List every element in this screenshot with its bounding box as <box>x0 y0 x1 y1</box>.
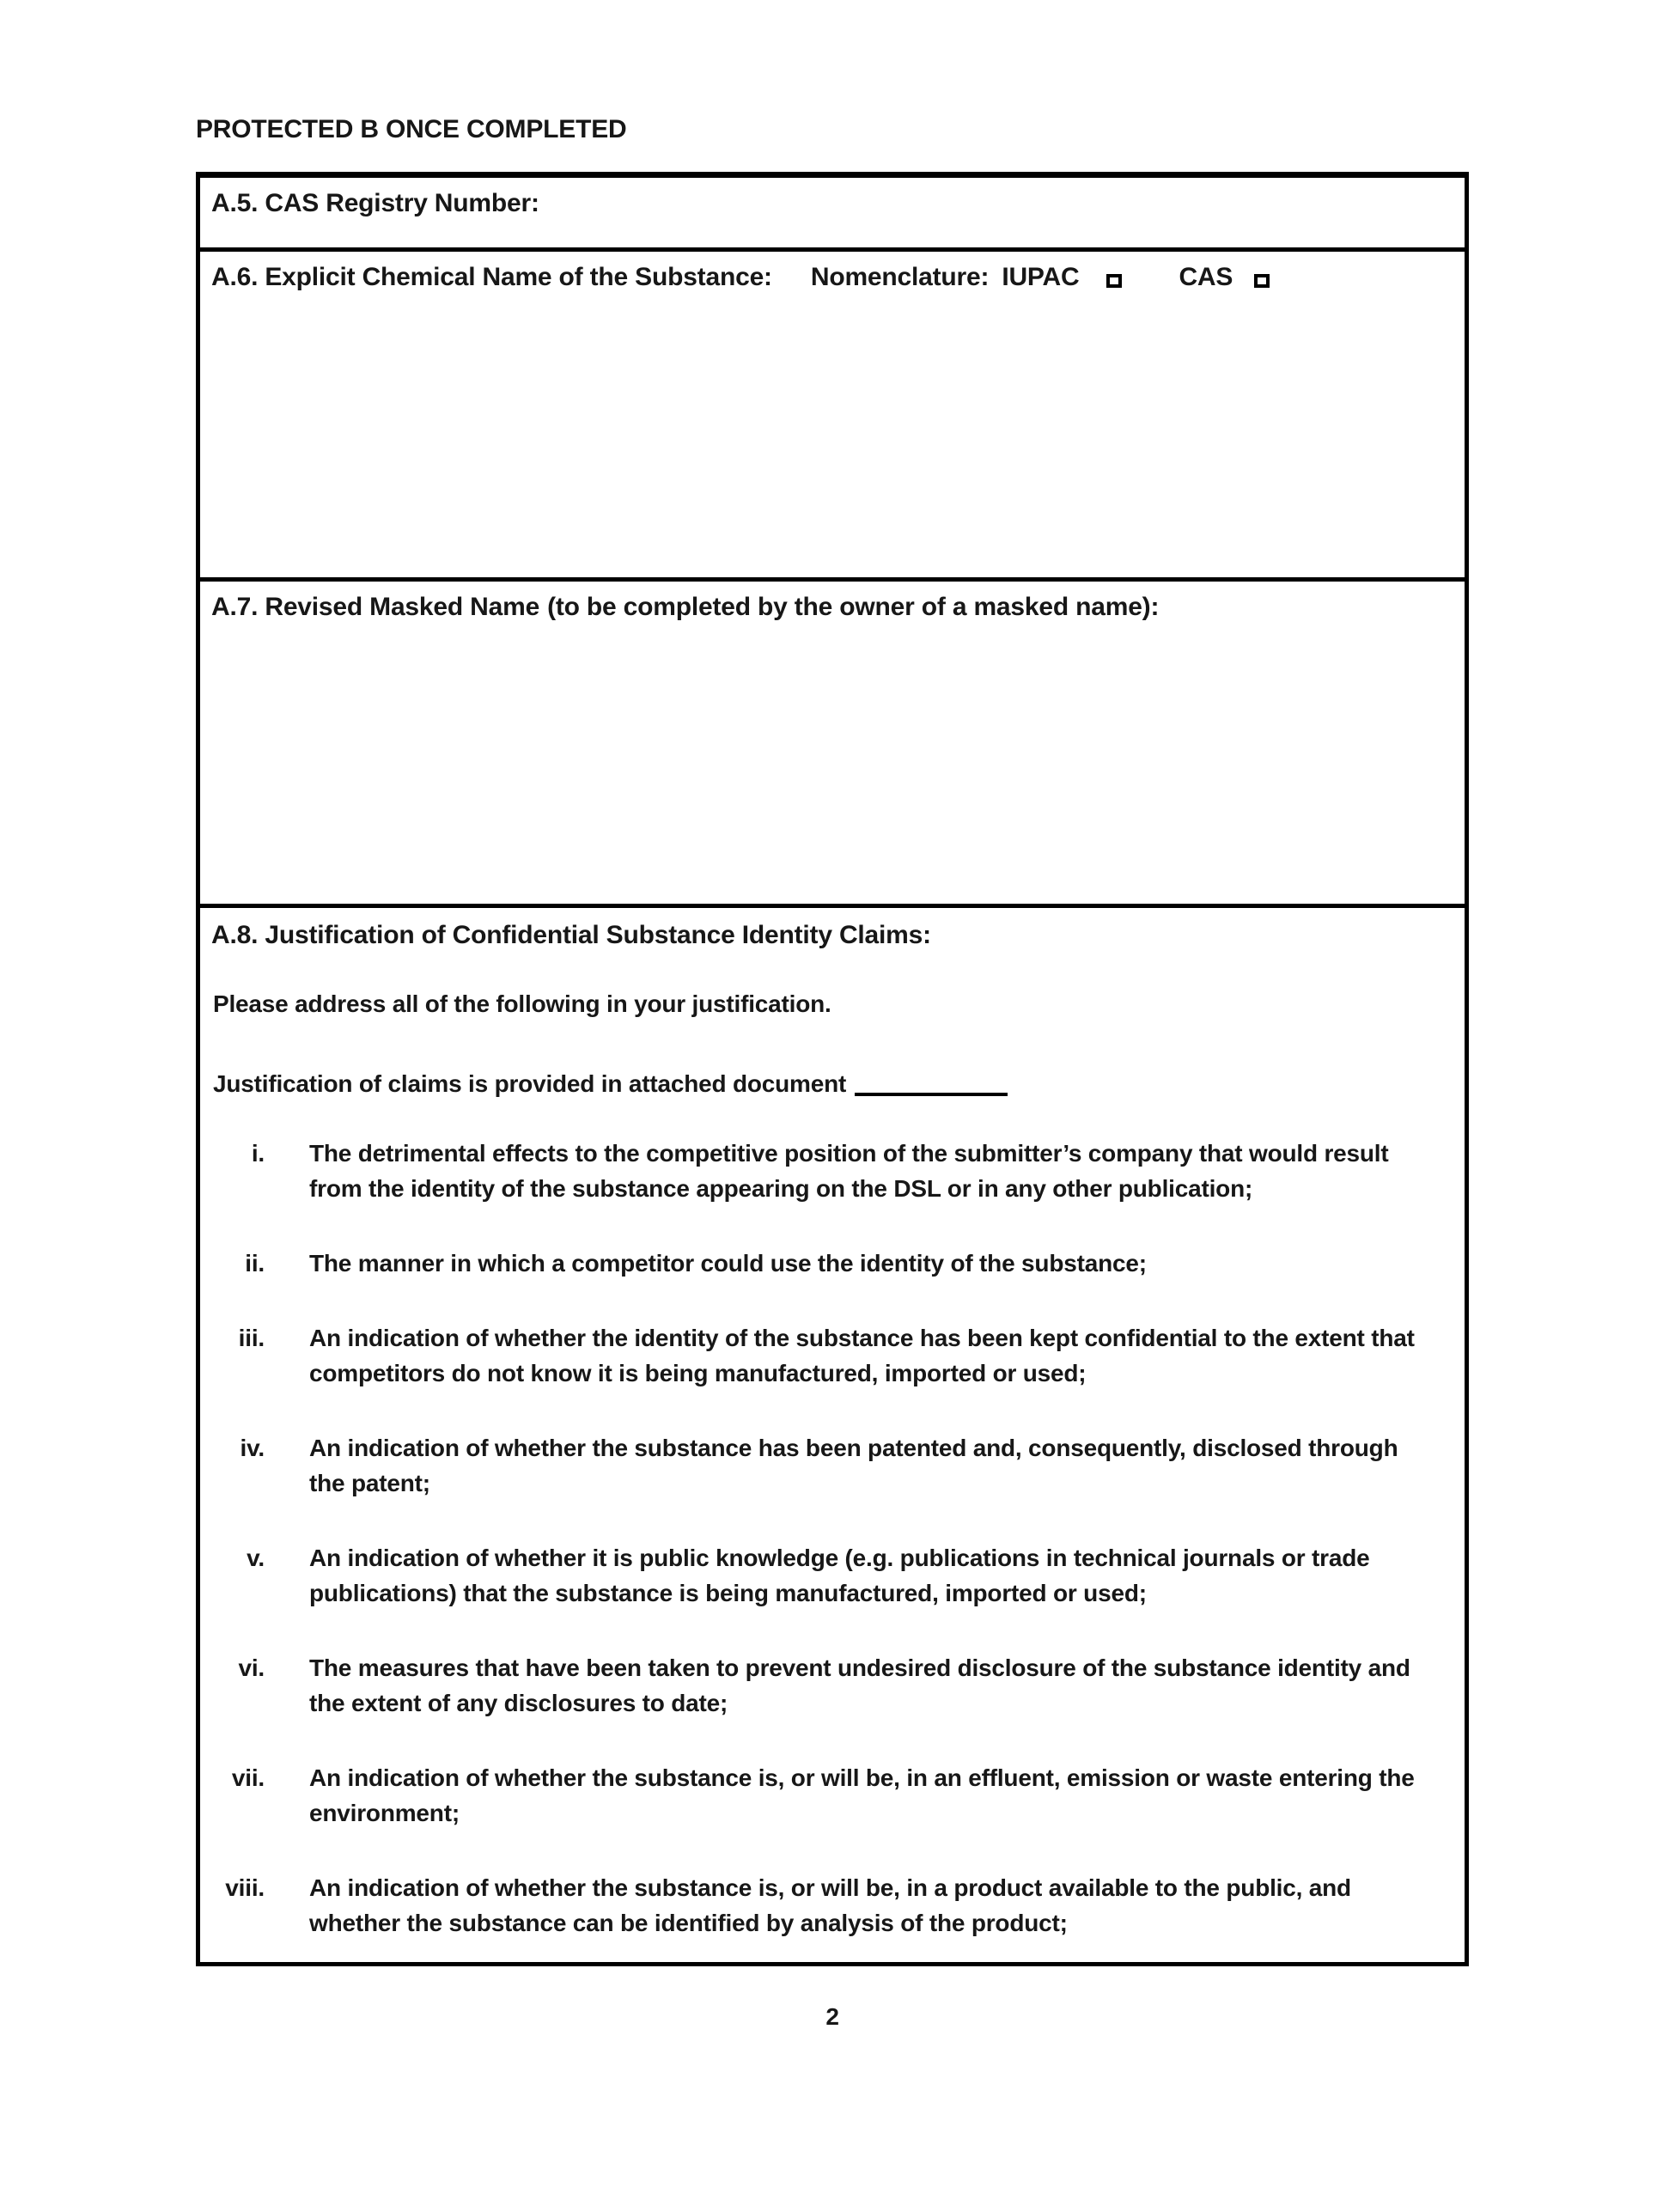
item-text: The manner in which a competitor could use the identity of the substance; <box>309 1250 1147 1277</box>
item-text: The measures that have been taken to prevent undesired disclosure of the substance identity and the extent of any disclosures to date; <box>309 1654 1410 1716</box>
item-numeral: ii. <box>245 1250 265 1277</box>
item-text: An indication of whether the substance has been patented and, consequently, disclosed through the patent; <box>309 1435 1398 1496</box>
a8-row <box>200 908 1465 1962</box>
iupac-checkbox[interactable] <box>1106 274 1122 288</box>
item-numeral: vi. <box>238 1654 265 1681</box>
list-item <box>211 1136 1453 1206</box>
item-text: An indication of whether the identity of the substance has been kept confidential to the extent that competitors do not know it is being manufactured, imported or used; <box>309 1325 1415 1386</box>
a5-label: A.5. CAS Registry Number: <box>211 189 539 217</box>
list-item <box>211 1650 1453 1721</box>
a6-row <box>200 252 1465 582</box>
page-number: 2 <box>825 2003 839 2030</box>
nomenclature-label: Nomenclature: <box>810 263 990 291</box>
item-numeral: v. <box>247 1545 265 1571</box>
a5-row <box>200 178 1465 252</box>
form-table <box>196 172 1469 1966</box>
item-numeral: viii. <box>225 1874 265 1901</box>
list-item <box>211 1430 1453 1501</box>
a7-row <box>200 582 1465 908</box>
attachment-blank-field[interactable] <box>855 1093 1008 1096</box>
a7-note: (to be completed by the owner of a masked name): <box>547 593 1160 621</box>
item-numeral: i. <box>251 1140 265 1167</box>
a8-attachment-line <box>211 1066 1453 1101</box>
a6-label: A.6. Explicit Chemical Name of the Substance: <box>211 263 772 291</box>
item-numeral: iii. <box>238 1325 265 1351</box>
item-numeral: iv. <box>240 1435 265 1461</box>
list-item <box>211 1246 1453 1281</box>
a8-instruction: Please address all of the following in your justification. <box>213 990 831 1017</box>
a8-attachment-text: Justification of claims is provided in attached document <box>213 1070 847 1097</box>
iupac-option-label: IUPAC <box>1002 263 1080 291</box>
item-text: An indication of whether it is public knowledge (e.g. publications in technical journals or trade publications) that the substance is being manufactured, imported or used; <box>309 1545 1370 1606</box>
a8-label: A.8. Justification of Confidential Substance Identity Claims: <box>211 921 931 949</box>
protective-marking: PROTECTED B ONCE COMPLETED <box>196 115 627 143</box>
a6-input-area[interactable] <box>211 295 1453 569</box>
justification-list <box>211 1136 1453 1941</box>
item-text: An indication of whether the substance is, or will be, in a product available to the public, and whether the substance can be identified by analysis of the product; <box>309 1874 1351 1936</box>
item-text: An indication of whether the substance is, or will be, in an effluent, emission or waste entering the environment; <box>309 1764 1415 1826</box>
cas-checkbox[interactable] <box>1254 274 1270 288</box>
list-item <box>211 1870 1453 1941</box>
cas-option-label: CAS <box>1179 263 1233 291</box>
a7-header <box>211 590 1453 625</box>
a7-input-area[interactable] <box>211 625 1453 895</box>
list-item <box>211 1540 1453 1611</box>
list-item <box>211 1760 1453 1831</box>
a7-label: A.7. Revised Masked Name <box>211 593 540 621</box>
item-text: The detrimental effects to the competitive position of the submitter’s company that would result from the identity of the substance appearing on the DSL or in any other publication; <box>309 1140 1389 1202</box>
item-numeral: vii. <box>231 1764 265 1791</box>
list-item <box>211 1320 1453 1391</box>
a6-header <box>211 260 1453 295</box>
